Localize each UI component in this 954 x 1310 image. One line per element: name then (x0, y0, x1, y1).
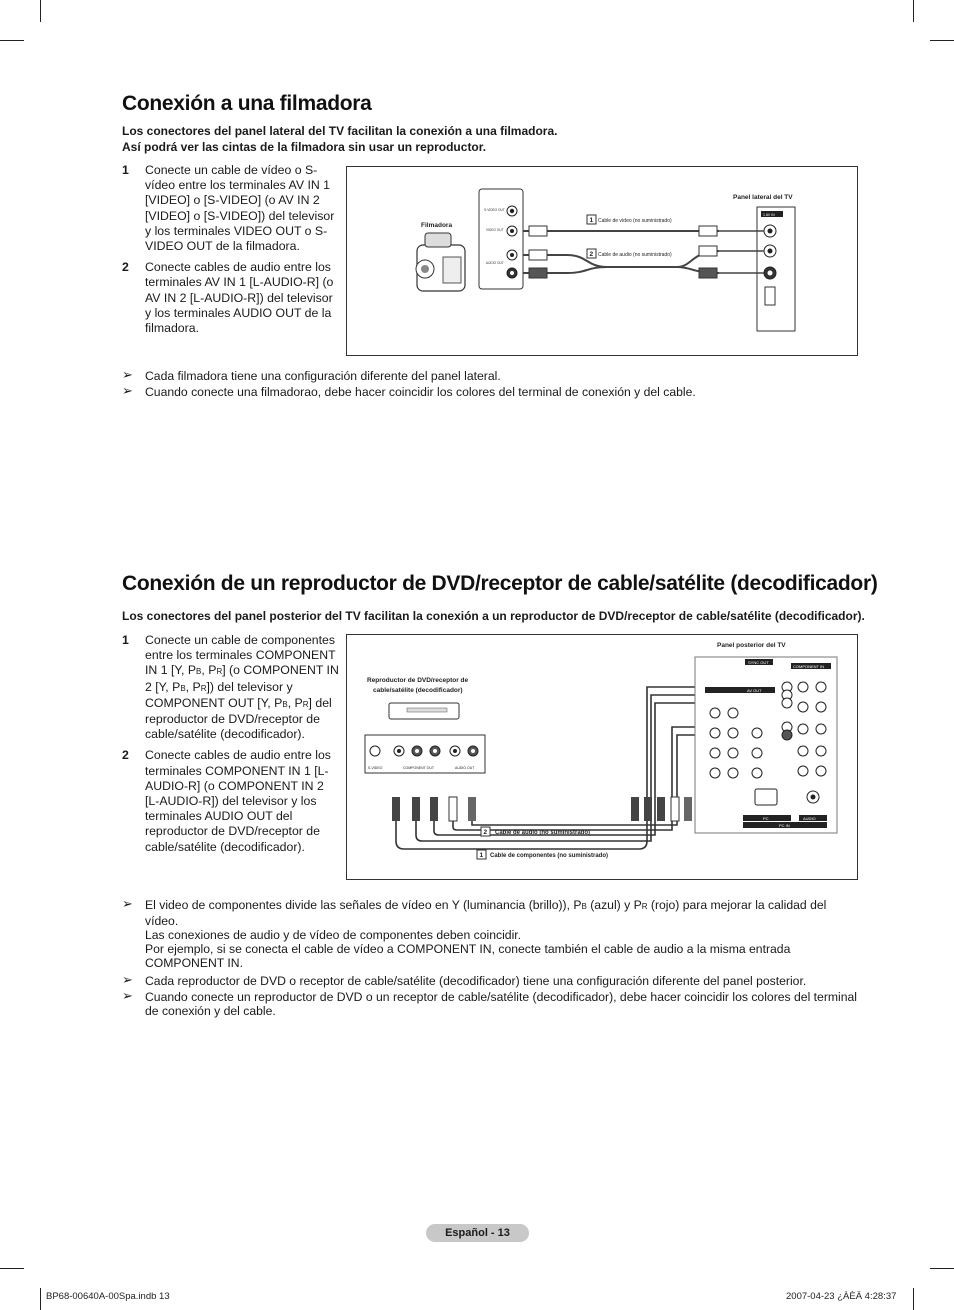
av-out-label: AV OUT (747, 688, 762, 693)
crop-mark (40, 1288, 41, 1310)
step-item (122, 748, 340, 854)
svideo-out-label: S-VIDEO OUT (484, 208, 505, 212)
intro-line: Los conectores del panel lateral del TV facilitan la conexión a una filmadora. (122, 124, 558, 138)
note-arrow-icon: ➢ (122, 367, 133, 382)
crop-mark (0, 1268, 24, 1269)
tv-cable-plugs (631, 797, 692, 821)
cable-number: 2 (589, 251, 594, 258)
tv-panel-label: Panel posterior del TV (717, 642, 786, 649)
steps-list (122, 163, 340, 342)
note-arrow-icon: ➢ (122, 383, 133, 398)
note-arrow-icon: ➢ (122, 972, 133, 987)
note-text: Por ejemplo, si se conecta el cable de vídeo a COMPONENT IN, conecte también el cable de audio a la misma entrada COMPONENT IN. (145, 942, 791, 970)
section-intro (122, 123, 557, 155)
notes-list (122, 898, 862, 1020)
note-item (122, 898, 862, 970)
video-cable (523, 226, 719, 236)
dvd-player-illustration (389, 703, 459, 719)
step-text: Conecte cables de audio entre los terminales AV IN 1 [L-AUDIO-R] (o AV IN 2 [L-AUDIO-R]) del televisor y los terminales AUDIO OUT de la filmadora. (145, 260, 334, 336)
audio-cable-label: Cable de audio (no suministrado) (495, 830, 591, 836)
notes-list (122, 369, 862, 401)
tv-panel-label: Panel lateral del TV (733, 194, 793, 201)
audio-label: AUDIO (803, 816, 816, 821)
note-item (122, 974, 862, 988)
note-arrow-icon: ➢ (122, 988, 133, 1003)
steps-list (122, 633, 340, 861)
dvd-label: cable/satélite (decodificador) (373, 687, 463, 694)
note-text: El video de componentes divide las señales de vídeo en Y (luminancia (brillo)), PB (azul) y PR (rojo) para mejorar la calidad del vídeo. (145, 898, 827, 928)
dvd-audio-label: AUDIO OUT (455, 766, 475, 770)
step-text: Conecte cables de audio entre los terminales COMPONENT IN 1 [L-AUDIO-R] (o COMPONENT IN 2 [L-AUDIO-R]) del televisor y los terminales AUDIO OUT del reproductor de DVD/receptor de cable/satélite (decodificador). (145, 748, 331, 854)
note-item (122, 990, 862, 1018)
note-text: Cada filmadora tiene una configuración diferente del panel lateral. (145, 369, 501, 383)
section-title-camcorder: Conexión a una filmadora (122, 92, 372, 115)
page-number-tab: Español - 13 (426, 1224, 529, 1242)
video-cable-label: Cable de vídeo (no suministrado) (598, 218, 672, 224)
step-item (122, 633, 340, 742)
note-arrow-icon: ➢ (122, 896, 133, 911)
video-out-label: VIDEO OUT (486, 228, 504, 232)
note-text: Cada reproductor de DVD o receptor de cable/satélite (decodificador) tiene una configuración diferente del panel posterior. (145, 974, 807, 988)
sync-out-label: SYNC OUT (748, 660, 769, 665)
note-text: Las conexiones de audio y de vídeo de componentes deben coincidir. (145, 928, 522, 942)
intro-line: Así podrá ver las cintas de la filmadora sin usar un reproductor. (122, 140, 487, 154)
pc-in-label: PC IN (779, 823, 790, 828)
crop-mark (913, 1288, 914, 1310)
camcorder-label: Filmadora (421, 222, 453, 229)
component-cable-label: Cable de componentes (no suministrado) (490, 853, 609, 859)
crop-mark (0, 40, 24, 41)
audio-out-label: AUDIO OUT (486, 261, 504, 265)
tv-side-panel (719, 207, 795, 331)
note-text: Cuando conecte una filmadorao, debe hacer coincidir los colores del terminal de conexión y del cable. (145, 385, 696, 399)
crop-mark (930, 40, 954, 41)
step-number: 2 (122, 748, 129, 763)
step-item (122, 163, 340, 254)
step-item (122, 260, 340, 336)
dvd-connection-diagram (346, 634, 858, 880)
tv-rear-panel (695, 657, 837, 833)
cable-number: 1 (479, 852, 484, 859)
print-slug-file: BP68-00640A-00Spa.indb 13 (46, 1291, 170, 1302)
step-text: Conecte un cable de componentes entre los terminales COMPONENT IN 1 [Y, PB, PR] (o COMPONENT IN 2 [Y, PB, PR]) del televisor y COMPONENT OUT [Y, PB, PR] del reproductor de DVD/receptor de cable/satélite (decodificador). (145, 633, 339, 742)
dvd-rear-panel (365, 735, 485, 773)
print-slug-date: 2007-04-23 ¿ÀÈÄ 4:28:37 (786, 1291, 897, 1302)
crop-mark (40, 0, 41, 22)
cable-number: 2 (483, 829, 488, 836)
section-intro: Los conectores del panel posterior del TV facilitan la conexión a un reproductor de DVD/receptor de cable/satélite (decodificador). (122, 609, 865, 623)
av-in-label: 1 AV IN (763, 213, 775, 217)
audio-cable (523, 246, 719, 278)
step-number: 1 (122, 163, 129, 177)
crop-mark (913, 0, 914, 22)
pc-label: PC (763, 816, 769, 821)
camcorder-connection-diagram (346, 166, 858, 356)
camcorder-jack-panel (479, 189, 523, 289)
crop-mark (930, 1268, 954, 1269)
dvd-component-label: COMPONENT OUT (403, 766, 435, 770)
dvd-label: Reproductor de DVD/receptor de (367, 677, 469, 684)
component-in-label: COMPONENT IN (793, 664, 825, 669)
section-title-dvd: Conexión de un reproductor de DVD/receptor de cable/satélite (decodificador) (122, 572, 878, 595)
camcorder-illustration (416, 233, 465, 291)
cable-number: 1 (589, 217, 594, 224)
step-number: 2 (122, 260, 129, 275)
note-text: Cuando conecte un reproductor de DVD o un receptor de cable/satélite (decodificador), debe hacer coincidir los colores del terminal de conexión y del cable. (145, 990, 858, 1018)
note-item (122, 369, 862, 383)
step-number: 1 (122, 633, 129, 647)
audio-cable-label: Cable de audio (no suministrado) (598, 252, 672, 258)
dvd-cable-plugs (392, 797, 476, 821)
step-text: Conecte un cable de vídeo o S-vídeo entre los terminales AV IN 1 [VIDEO] o [S-VIDEO] (o AV IN 2 [VIDEO] o [S-VIDEO]) del televisor y los terminales VIDEO OUT o S-VIDEO OUT de la filmadora. (145, 163, 335, 254)
note-item (122, 385, 862, 399)
dvd-svideo-label: S-VIDEO (368, 766, 383, 770)
